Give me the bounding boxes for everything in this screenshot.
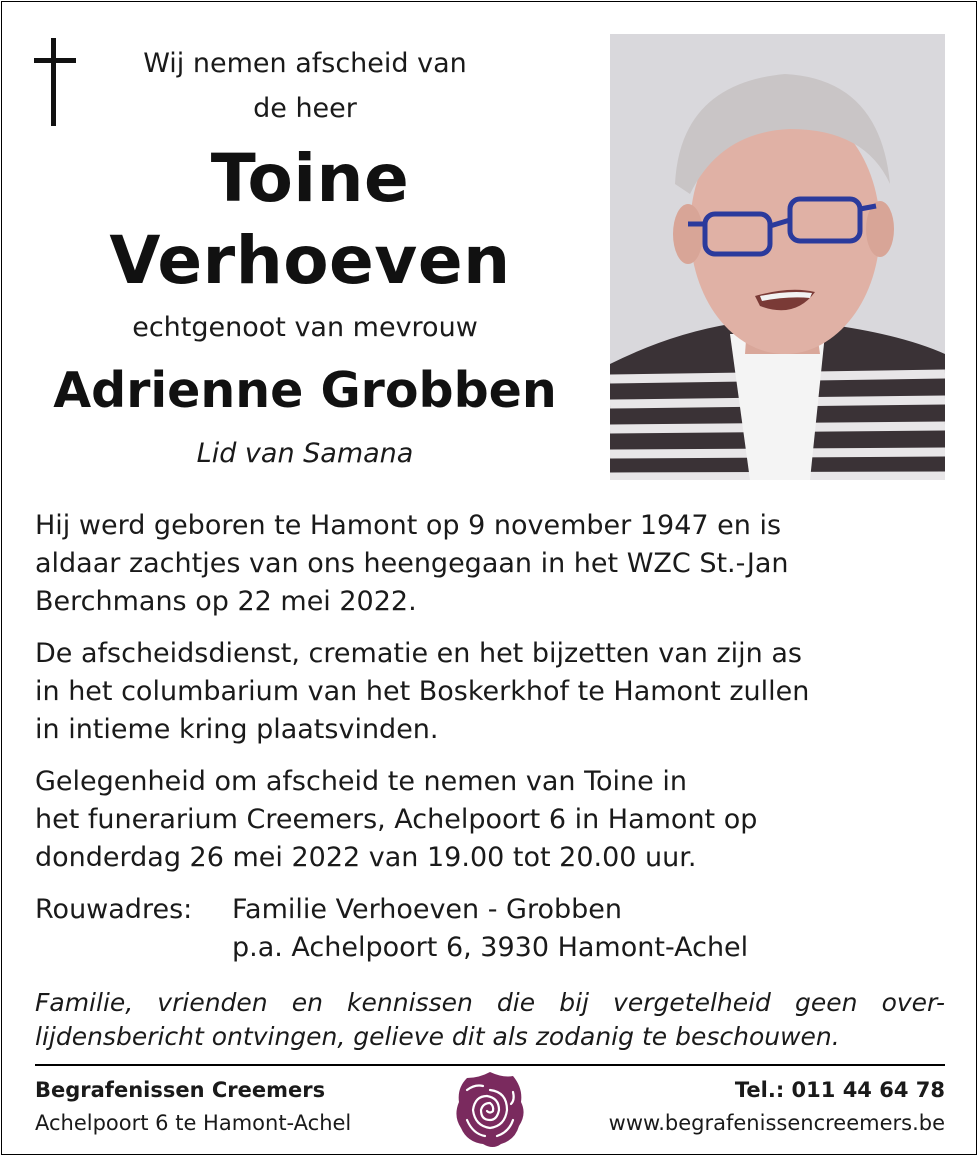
service-line-2: in het columbarium van het Boskerkhof te Hamont zullen	[35, 676, 810, 707]
footer-phone: Tel.: 011 44 64 78	[734, 1078, 945, 1102]
footer-divider	[35, 1064, 945, 1066]
mourning-address-line-1: Familie Verhoeven - Grobben	[232, 894, 623, 925]
birth-death-line-1: Hij werd geboren te Hamont op 9 november 1947 en is	[35, 510, 782, 541]
footer-address: Achelpoort 6 te Hamont-Achel	[35, 1111, 352, 1135]
birth-death-line-3: Berchmans op 22 mei 2022.	[35, 586, 417, 617]
intro-line-1: Wij nemen afscheid van	[143, 48, 467, 79]
rose-logo-icon	[453, 1070, 527, 1150]
mourning-address-line-2: p.a. Achelpoort 6, 3930 Hamont-Achel	[232, 932, 749, 963]
spouse-intro: echtgenoot van mevrouw	[132, 312, 478, 343]
spouse-name: Adrienne Grobben	[53, 362, 557, 419]
viewing-line-2: het funerarium Creemers, Achelpoort 6 in Hamont op	[35, 804, 758, 835]
deceased-last-name: Verhoeven	[109, 222, 511, 299]
mourning-address-label: Rouwadres:	[35, 894, 193, 925]
intro-line-2: de heer	[253, 93, 357, 124]
deceased-first-name: Toine	[210, 140, 410, 217]
footer-company: Begrafenissen Creemers	[35, 1078, 326, 1102]
membership-text: Lid van Samana	[196, 438, 414, 469]
service-paragraph	[35, 635, 950, 749]
service-line-1: De afscheidsdienst, crematie en het bijzetten van zijn as	[35, 638, 802, 669]
portrait-photo	[610, 34, 945, 480]
birth-death-paragraph	[35, 507, 950, 621]
birth-death-line-2: aldaar zachtjes van ons heengegaan in het WZC St.-Jan	[35, 548, 789, 579]
footer-website: www.begrafenissencreemers.be	[608, 1111, 945, 1135]
service-line-3: in intieme kring plaatsvinden.	[35, 714, 439, 745]
viewing-line-1: Gelegenheid om afscheid te nemen van Toine in	[35, 766, 687, 797]
note-line-2: lijdensbericht ontvingen, gelieve dit als zodanig te beschouwen.	[35, 1022, 840, 1051]
viewing-paragraph	[35, 763, 950, 877]
viewing-line-3: donderdag 26 mei 2022 van 19.00 tot 20.00 uur.	[35, 842, 697, 873]
note-line-1: Familie, vrienden en kennissen die bij vergetelheid geen over-	[35, 988, 945, 1017]
